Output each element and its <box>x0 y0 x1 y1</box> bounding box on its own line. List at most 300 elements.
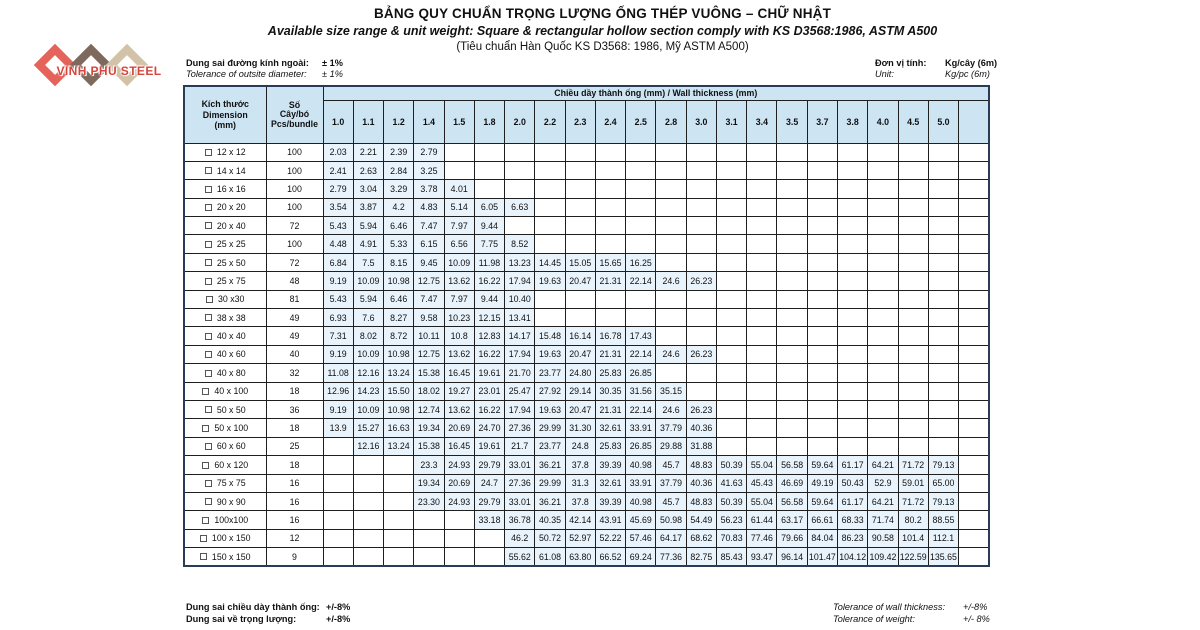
dimension-label: 38 x 38 <box>216 312 246 323</box>
weight-cell: 10.98 <box>384 400 414 418</box>
weight-cell: 16.22 <box>474 400 504 418</box>
pcs-cell: 72 <box>266 253 323 271</box>
weight-cell <box>716 235 746 253</box>
table-row <box>184 272 989 290</box>
row-checkbox[interactable] <box>205 259 212 266</box>
weight-cell: 8.72 <box>384 327 414 345</box>
weight-cell <box>747 272 777 290</box>
weight-cell <box>777 217 807 235</box>
weight-cell: 12.74 <box>414 400 444 418</box>
weight-cell: 6.46 <box>384 217 414 235</box>
weight-cell <box>838 400 868 418</box>
weight-cell <box>868 180 898 198</box>
dimension-cell <box>184 364 266 382</box>
weight-cell: 19.27 <box>444 382 474 400</box>
weight-cell: 4.2 <box>384 198 414 216</box>
thickness-col-header: 1.0 <box>323 100 353 143</box>
weight-cell <box>898 217 928 235</box>
page-title: BẢNG QUY CHUẨN TRỌNG LƯỢNG ỐNG THÉP VUÔNG – CHỮ NHẬT <box>373 6 832 21</box>
weight-cell: 10.8 <box>444 327 474 345</box>
weight-cell: 29.99 <box>535 419 565 437</box>
weight-cell <box>868 290 898 308</box>
weight-cell: 45.7 <box>656 456 686 474</box>
weight-cell <box>747 437 777 455</box>
weight-cell: 10.23 <box>444 309 474 327</box>
weight-cell <box>928 217 958 235</box>
weight-cell: 50.39 <box>716 456 746 474</box>
weight-cell: 33.01 <box>505 456 535 474</box>
weight-cell <box>777 161 807 179</box>
weight-cell: 93.47 <box>747 548 777 566</box>
weight-cell: 12.96 <box>323 382 353 400</box>
weight-cell <box>898 309 928 327</box>
weight-cell: 19.34 <box>414 419 444 437</box>
row-checkbox[interactable] <box>205 480 212 487</box>
weight-cell: 17.43 <box>626 327 656 345</box>
weight-cell <box>505 180 535 198</box>
row-checkbox[interactable] <box>205 222 212 229</box>
row-checkbox[interactable] <box>205 351 212 358</box>
weight-cell <box>838 309 868 327</box>
weight-cell: 63.17 <box>777 511 807 529</box>
weight-cell <box>353 548 383 566</box>
weight-cell: 23.77 <box>535 437 565 455</box>
weight-cell <box>444 548 474 566</box>
row-checkbox[interactable] <box>205 241 212 248</box>
weight-cell: 79.66 <box>777 529 807 547</box>
tolerance-weight-vi-value: +/-8% <box>326 614 351 624</box>
weight-cell <box>686 180 716 198</box>
weight-cell: 33.01 <box>505 492 535 510</box>
weight-cell: 15.05 <box>565 253 595 271</box>
weight-cell: 21.7 <box>505 437 535 455</box>
dimension-cell <box>184 143 266 161</box>
weight-cell <box>747 143 777 161</box>
weight-cell <box>898 235 928 253</box>
thickness-col-header: 1.2 <box>384 100 414 143</box>
thickness-col-header: 2.2 <box>535 100 565 143</box>
weight-cell <box>898 180 928 198</box>
weight-cell <box>928 253 958 271</box>
weight-cell <box>807 235 837 253</box>
weight-cell: 55.62 <box>505 548 535 566</box>
weight-cell: 52.22 <box>595 529 625 547</box>
weight-cell <box>838 198 868 216</box>
weight-cell: 112.1 <box>928 529 958 547</box>
weight-cell: 66.52 <box>595 548 625 566</box>
weight-cell: 17.94 <box>505 272 535 290</box>
dimension-cell <box>184 419 266 437</box>
row-checkbox[interactable] <box>202 517 209 524</box>
weight-cell <box>838 419 868 437</box>
dimension-label: 90 x 90 <box>216 496 246 507</box>
weight-cell <box>959 198 989 216</box>
weight-cell <box>747 235 777 253</box>
weight-cell: 71.74 <box>868 511 898 529</box>
thickness-col-header: 1.1 <box>353 100 383 143</box>
weight-cell <box>716 272 746 290</box>
tolerance-wall-en-label: Tolerance of wall thickness: <box>833 602 946 612</box>
weight-cell: 19.61 <box>474 364 504 382</box>
weight-cell: 27.36 <box>505 474 535 492</box>
weight-cell: 61.44 <box>747 511 777 529</box>
weight-cell <box>656 327 686 345</box>
weight-cell <box>565 290 595 308</box>
weight-cell: 26.85 <box>626 437 656 455</box>
dimension-cell <box>184 327 266 345</box>
row-checkbox[interactable] <box>205 204 212 211</box>
weight-cell <box>323 456 353 474</box>
weight-cell: 21.31 <box>595 400 625 418</box>
dimension-label: 20 x 40 <box>216 220 246 231</box>
weight-cell <box>686 327 716 345</box>
weight-cell <box>959 290 989 308</box>
dimension-cell <box>184 400 266 418</box>
weight-cell: 48.83 <box>686 492 716 510</box>
row-checkbox[interactable] <box>200 535 207 542</box>
weight-cell <box>505 217 535 235</box>
weight-cell <box>868 198 898 216</box>
weight-cell: 10.98 <box>384 345 414 363</box>
weight-cell: 2.79 <box>414 143 444 161</box>
weight-cell: 26.23 <box>686 272 716 290</box>
weight-cell <box>928 161 958 179</box>
weight-cell: 25.47 <box>505 382 535 400</box>
pcs-cell: 48 <box>266 272 323 290</box>
weight-cell <box>716 364 746 382</box>
weight-cell: 59.64 <box>807 456 837 474</box>
weight-cell <box>898 382 928 400</box>
weight-cell: 13.9 <box>323 419 353 437</box>
weight-cell: 56.58 <box>777 456 807 474</box>
weight-cell <box>595 180 625 198</box>
tolerance-weight-en-label: Tolerance of weight: <box>833 614 915 624</box>
row-checkbox[interactable] <box>205 314 212 321</box>
dimension-label: 75 x 75 <box>216 478 246 489</box>
weight-cell <box>928 143 958 161</box>
weight-cell <box>838 382 868 400</box>
dimension-header-line: Dimension <box>202 109 248 120</box>
weight-cell: 9.45 <box>414 253 444 271</box>
weight-cell: 4.91 <box>353 235 383 253</box>
weight-cell <box>838 253 868 271</box>
weight-cell <box>898 253 928 271</box>
weight-cell: 9.19 <box>323 345 353 363</box>
thickness-col-header: 2.0 <box>505 100 535 143</box>
pcs-cell: 18 <box>266 382 323 400</box>
weight-cell <box>959 382 989 400</box>
tolerance-od-vi-label: Dung sai đường kính ngoài: <box>186 58 309 68</box>
weight-cell <box>716 327 746 345</box>
weight-cell: 68.62 <box>686 529 716 547</box>
weight-cell: 5.33 <box>384 235 414 253</box>
weight-cell: 15.48 <box>535 327 565 345</box>
weight-cell: 7.6 <box>353 309 383 327</box>
dimension-header-line: (mm) <box>214 120 236 130</box>
weight-cell: 8.15 <box>384 253 414 271</box>
row-checkbox[interactable] <box>202 462 209 469</box>
row-checkbox[interactable] <box>200 553 207 560</box>
weight-cell <box>686 235 716 253</box>
weight-cell: 12.83 <box>474 327 504 345</box>
dimension-label: 40 x 100 <box>214 386 249 397</box>
weight-cell: 13.24 <box>384 364 414 382</box>
weight-cell <box>384 456 414 474</box>
weight-cell <box>565 180 595 198</box>
weight-cell: 7.31 <box>323 327 353 345</box>
weight-cell: 40.98 <box>626 492 656 510</box>
weight-cell <box>716 143 746 161</box>
weight-cell: 50.39 <box>716 492 746 510</box>
pcs-cell: 25 <box>266 437 323 455</box>
pcs-cell: 16 <box>266 492 323 510</box>
table-row <box>184 400 989 418</box>
row-checkbox[interactable] <box>202 388 209 395</box>
weight-cell: 5.14 <box>444 198 474 216</box>
weight-cell <box>384 511 414 529</box>
thickness-col-header: 3.5 <box>777 100 807 143</box>
row-checkbox[interactable] <box>205 278 212 285</box>
tolerance-wall-en-value: +/-8% <box>963 602 988 612</box>
row-checkbox[interactable] <box>205 406 212 413</box>
weight-cell: 30.35 <box>595 382 625 400</box>
weight-cell <box>353 492 383 510</box>
weight-cell <box>959 437 989 455</box>
weight-cell: 2.03 <box>323 143 353 161</box>
weight-cell: 21.31 <box>595 272 625 290</box>
weight-cell: 15.50 <box>384 382 414 400</box>
weight-cell <box>716 382 746 400</box>
weight-cell <box>626 309 656 327</box>
table-row <box>184 198 989 216</box>
weight-cell: 23.3 <box>414 456 444 474</box>
weight-cell: 12.15 <box>474 309 504 327</box>
weight-cell <box>474 143 504 161</box>
weight-cell <box>565 235 595 253</box>
weight-cell <box>656 235 686 253</box>
table-row <box>184 382 989 400</box>
dimension-label: 12 x 12 <box>216 147 246 158</box>
weight-cell <box>928 345 958 363</box>
weight-cell: 33.91 <box>626 474 656 492</box>
weight-cell: 31.30 <box>565 419 595 437</box>
pcs-cell: 72 <box>266 217 323 235</box>
weight-cell: 11.98 <box>474 253 504 271</box>
dimension-label: 50 x 50 <box>216 404 246 415</box>
table-row <box>184 143 989 161</box>
weight-cell: 12.75 <box>414 272 444 290</box>
row-checkbox[interactable] <box>202 425 209 432</box>
weight-cell <box>868 327 898 345</box>
weight-cell <box>686 198 716 216</box>
pcs-cell: 9 <box>266 548 323 566</box>
weight-cell <box>716 217 746 235</box>
weight-cell: 13.62 <box>444 272 474 290</box>
weight-cell: 9.58 <box>414 309 444 327</box>
dimension-label: 25 x 50 <box>216 257 246 268</box>
weight-cell <box>898 327 928 345</box>
dimension-label: 60 x 60 <box>216 441 246 452</box>
weight-cell: 101.47 <box>807 548 837 566</box>
weight-cell: 109.42 <box>868 548 898 566</box>
weight-cell <box>898 400 928 418</box>
weight-cell <box>444 143 474 161</box>
weight-cell <box>959 161 989 179</box>
row-checkbox[interactable] <box>205 370 212 377</box>
weight-cell <box>626 290 656 308</box>
table-row <box>184 456 989 474</box>
row-checkbox[interactable] <box>205 333 212 340</box>
weight-cell <box>595 161 625 179</box>
weight-cell: 71.72 <box>898 456 928 474</box>
weight-cell: 25.83 <box>595 437 625 455</box>
weight-cell: 39.39 <box>595 456 625 474</box>
weight-cell <box>928 382 958 400</box>
weight-cell <box>838 327 868 345</box>
weight-cell: 45.69 <box>626 511 656 529</box>
weight-cell: 55.04 <box>747 456 777 474</box>
wall-thickness-band-header: Chiều dầy thành ống (mm) / Wall thickness (mm) <box>323 86 989 100</box>
thickness-col-header: 3.1 <box>716 100 746 143</box>
weight-cell: 3.29 <box>384 180 414 198</box>
weight-cell: 40.35 <box>535 511 565 529</box>
weight-cell <box>807 382 837 400</box>
weight-cell: 20.69 <box>444 474 474 492</box>
thickness-col-header: 1.4 <box>414 100 444 143</box>
weight-cell: 16.14 <box>565 327 595 345</box>
weight-cell <box>959 272 989 290</box>
weight-cell <box>747 198 777 216</box>
table-row <box>184 529 989 547</box>
weight-cell <box>898 364 928 382</box>
weight-cell: 42.14 <box>565 511 595 529</box>
weight-cell <box>444 161 474 179</box>
weight-cell <box>928 272 958 290</box>
row-checkbox[interactable] <box>205 498 212 505</box>
weight-cell <box>747 382 777 400</box>
weight-cell: 79.13 <box>928 456 958 474</box>
weight-cell: 7.97 <box>444 290 474 308</box>
weight-table <box>183 85 990 567</box>
weight-cell <box>868 253 898 271</box>
weight-cell: 54.49 <box>686 511 716 529</box>
thickness-col-header: 2.8 <box>656 100 686 143</box>
weight-cell: 24.93 <box>444 492 474 510</box>
weight-cell <box>777 253 807 271</box>
weight-cell <box>868 382 898 400</box>
weight-cell <box>505 143 535 161</box>
weight-cell <box>959 364 989 382</box>
weight-cell: 5.43 <box>323 217 353 235</box>
tolerance-wall-vi-value: +/-8% <box>326 602 351 612</box>
weight-cell <box>686 253 716 271</box>
dimension-label: 14 x 14 <box>216 165 246 176</box>
weight-cell <box>807 437 837 455</box>
weight-cell: 16.22 <box>474 345 504 363</box>
thickness-col-header: 2.5 <box>626 100 656 143</box>
weight-cell: 49.19 <box>807 474 837 492</box>
weight-cell <box>384 529 414 547</box>
dimension-label: 100x100 <box>214 515 249 525</box>
weight-cell <box>686 290 716 308</box>
weight-cell: 13.24 <box>384 437 414 455</box>
weight-cell: 15.65 <box>595 253 625 271</box>
weight-cell <box>807 143 837 161</box>
row-checkbox[interactable] <box>205 167 212 174</box>
weight-cell: 15.38 <box>414 437 444 455</box>
weight-cell: 52.9 <box>868 474 898 492</box>
weight-cell <box>656 309 686 327</box>
table-row <box>184 419 989 437</box>
dimension-label: 16 x 16 <box>216 183 246 194</box>
weight-cell <box>565 143 595 161</box>
unit-vi-label: Đơn vị tính: <box>875 58 927 68</box>
weight-cell <box>656 217 686 235</box>
thickness-col-header: 3.8 <box>838 100 868 143</box>
weight-cell <box>959 309 989 327</box>
weight-cell <box>323 548 353 566</box>
weight-cell: 29.88 <box>656 437 686 455</box>
weight-cell <box>414 511 444 529</box>
thickness-col-header: 1.8 <box>474 100 504 143</box>
weight-cell <box>686 382 716 400</box>
weight-cell: 20.69 <box>444 419 474 437</box>
weight-cell <box>928 327 958 345</box>
pcs-header-line: Số <box>288 99 301 110</box>
weight-cell <box>959 419 989 437</box>
weight-cell <box>353 456 383 474</box>
weight-cell: 39.39 <box>595 492 625 510</box>
row-checkbox[interactable] <box>205 149 212 156</box>
dimension-cell <box>184 511 266 529</box>
row-checkbox[interactable] <box>205 186 212 193</box>
weight-cell <box>323 492 353 510</box>
dimension-cell <box>184 217 266 235</box>
dimension-label: 40 x 80 <box>216 367 246 378</box>
weight-cell: 24.93 <box>444 456 474 474</box>
unit-en-value: Kg/pc (6m) <box>945 69 990 79</box>
table-row <box>184 217 989 235</box>
weight-cell <box>777 400 807 418</box>
weight-cell <box>656 143 686 161</box>
weight-cell: 15.27 <box>353 419 383 437</box>
weight-cell <box>535 143 565 161</box>
dimension-label: 25 x 75 <box>216 275 246 286</box>
weight-cell <box>384 548 414 566</box>
weight-cell <box>777 143 807 161</box>
dimension-column-header <box>184 86 266 143</box>
weight-cell: 2.41 <box>323 161 353 179</box>
row-checkbox[interactable] <box>205 443 212 450</box>
weight-cell: 25.83 <box>595 364 625 382</box>
table-row <box>184 253 989 271</box>
weight-cell: 50.43 <box>838 474 868 492</box>
weight-cell <box>595 217 625 235</box>
weight-cell <box>777 235 807 253</box>
weight-cell: 13.41 <box>505 309 535 327</box>
row-checkbox[interactable] <box>206 296 213 303</box>
weight-cell <box>807 364 837 382</box>
weight-cell: 6.15 <box>414 235 444 253</box>
tolerance-weight-en-value: +/- 8% <box>963 614 990 624</box>
weight-cell: 20.47 <box>565 400 595 418</box>
pcs-cell: 16 <box>266 511 323 529</box>
weight-cell <box>626 161 656 179</box>
weight-cell: 135.65 <box>928 548 958 566</box>
weight-cell: 7.75 <box>474 235 504 253</box>
weight-cell: 71.72 <box>898 492 928 510</box>
weight-cell: 40.36 <box>686 474 716 492</box>
